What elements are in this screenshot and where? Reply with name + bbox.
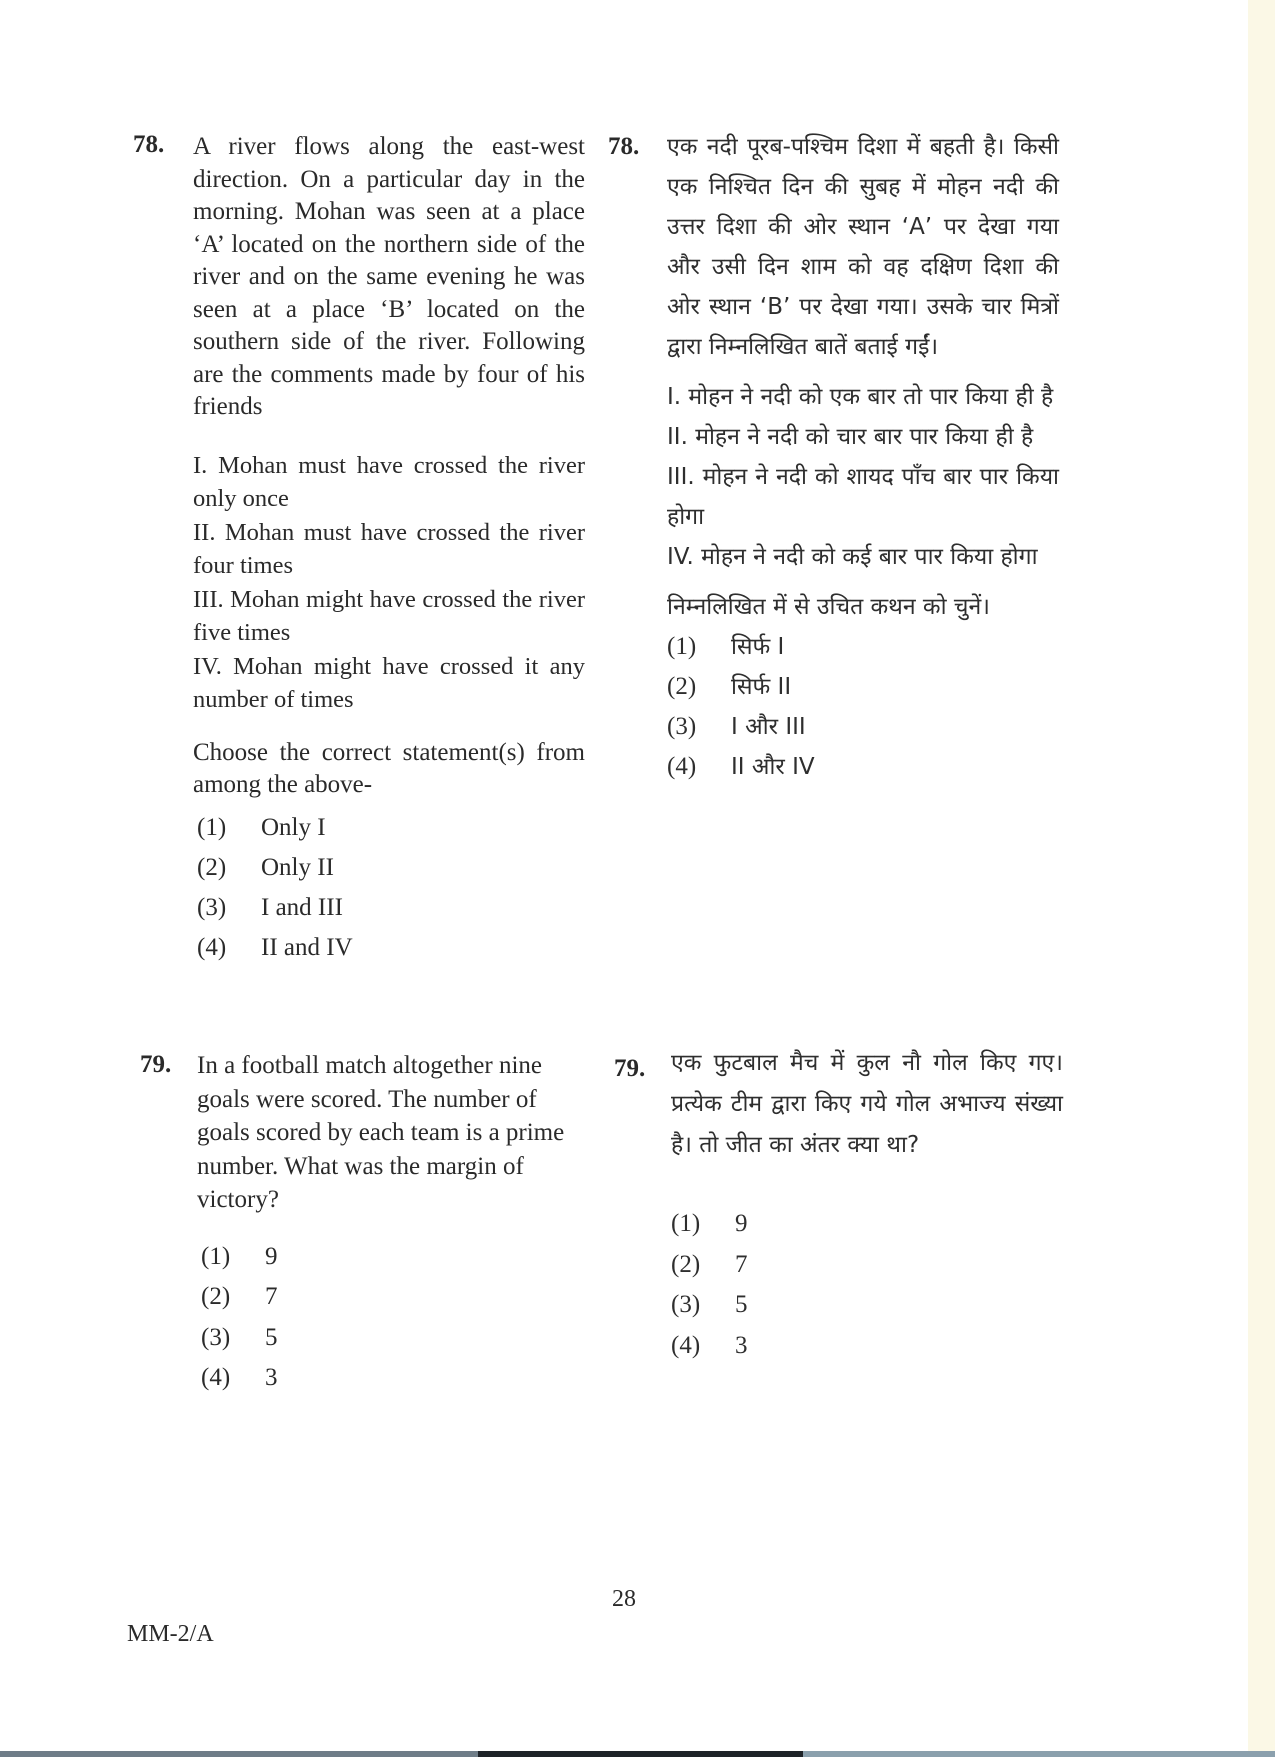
question-79-number-en: 79. bbox=[140, 1051, 172, 1078]
scan-edge-segment bbox=[803, 1751, 1275, 1757]
option-1[interactable] bbox=[671, 1204, 1063, 1245]
option-2[interactable] bbox=[671, 1245, 1063, 1286]
question-78-statements-en bbox=[193, 449, 585, 717]
option-2[interactable] bbox=[197, 848, 585, 888]
option-text: 9 bbox=[265, 1242, 278, 1270]
option-1[interactable] bbox=[201, 1237, 587, 1278]
option-number: (1) bbox=[201, 1242, 231, 1270]
question-78-instruction-hi: निम्नलिखित में से उचित कथन को चुनें। bbox=[667, 594, 990, 620]
option-number: (4) bbox=[671, 1331, 701, 1359]
option-3[interactable] bbox=[201, 1318, 587, 1359]
option-3[interactable] bbox=[667, 707, 1059, 747]
option-4[interactable] bbox=[671, 1326, 1063, 1367]
option-text: II and IV bbox=[261, 933, 353, 961]
option-number: (1) bbox=[197, 813, 227, 841]
question-78-instruction-en: Choose the correct statement(s) from among the above- bbox=[193, 738, 585, 798]
question-78-stem-en: A river flows along the east-west direction. On a particular day in the morning. Mohan was seen at a place ‘A’ located on the northern side of the river and on the same evening he was seen at a place ‘B’ located on the southern side of the river. Following are the comments made by four of his friends bbox=[193, 133, 585, 420]
option-text: 7 bbox=[735, 1250, 748, 1278]
option-number: (2) bbox=[671, 1250, 701, 1278]
option-3[interactable] bbox=[197, 888, 585, 928]
question-79-options-en bbox=[197, 1237, 587, 1399]
option-4[interactable] bbox=[201, 1358, 587, 1399]
option-3[interactable] bbox=[671, 1285, 1063, 1326]
option-number: (2) bbox=[201, 1283, 231, 1310]
question-78-hindi bbox=[667, 127, 1059, 787]
option-text: I और III bbox=[731, 714, 806, 740]
statement-3-en: III. Mohan might have crossed the river five times bbox=[193, 585, 585, 646]
option-4[interactable] bbox=[197, 928, 585, 968]
option-number: (3) bbox=[197, 893, 227, 921]
option-text: I and III bbox=[261, 893, 343, 921]
option-text: 7 bbox=[265, 1283, 278, 1310]
question-78-english bbox=[193, 131, 585, 968]
statement-1-en: I. Mohan must have crossed the river only once bbox=[193, 451, 585, 512]
scan-bottom-edge bbox=[0, 1751, 1275, 1757]
question-78-number-en: 78. bbox=[133, 131, 165, 158]
option-number: (3) bbox=[667, 713, 697, 740]
option-number: (1) bbox=[671, 1210, 701, 1237]
option-2[interactable] bbox=[201, 1277, 587, 1318]
option-number: (3) bbox=[201, 1323, 231, 1351]
statement-2-en: II. Mohan must have crossed the river four times bbox=[193, 518, 585, 579]
option-text: Only I bbox=[261, 813, 326, 841]
option-number: (3) bbox=[671, 1291, 701, 1318]
question-79-stem-hi: एक फुटबाल मैच में कुल नौ गोल किए गए। प्रत्येक टीम द्वारा किए गये गोल अभाज्य संख्या है। तो जीत का अंतर क्या था? bbox=[671, 1050, 1063, 1158]
option-number: (4) bbox=[201, 1364, 231, 1391]
question-78-options-hi bbox=[667, 627, 1059, 787]
statement-3-hi: III. मोहन ने नदी को शायद पाँच बार पार किया होगा bbox=[667, 464, 1059, 530]
scan-edge-segment bbox=[0, 1751, 478, 1757]
booklet-code: MM-2/A bbox=[127, 1621, 214, 1647]
question-78-stem-hi: एक नदी पूरब-पश्चिम दिशा में बहती है। किसी एक निश्चित दिन की सुबह में मोहन नदी की उत्तर दिशा की ओर स्थान ‘A’ पर देखा गया और उसी दिन शाम को वह दक्षिण दिशा की ओर स्थान ‘B’ पर देखा गया। उसके चार मित्रों द्वारा निम्नलिखित बातें बताई गईं। bbox=[667, 134, 1059, 360]
page-number: 28 bbox=[612, 1586, 636, 1612]
question-78-number-hi: 78. bbox=[608, 133, 640, 160]
question-79-hindi bbox=[671, 1043, 1063, 1366]
statement-4-en: IV. Mohan might have crossed it any number of times bbox=[193, 652, 585, 713]
statement-2-hi: II. मोहन ने नदी को चार बार पार किया ही है bbox=[667, 424, 1034, 450]
option-number: (2) bbox=[197, 853, 227, 881]
option-2[interactable] bbox=[667, 667, 1059, 707]
question-78-statements-hi bbox=[667, 377, 1059, 577]
question-79-stem-en: In a football match altogether nine goals were scored. The number of goals scored by each team is a prime number. What was the margin of victory? bbox=[197, 1052, 565, 1213]
option-number: (4) bbox=[197, 933, 227, 961]
option-text: 3 bbox=[735, 1331, 748, 1359]
statement-4-hi: IV. मोहन ने नदी को कई बार पार किया होगा bbox=[667, 544, 1038, 570]
option-number: (4) bbox=[667, 753, 697, 780]
option-text: 3 bbox=[265, 1364, 278, 1391]
option-text: 5 bbox=[265, 1323, 278, 1351]
option-text: सिर्फ II bbox=[731, 674, 792, 700]
statement-1-hi: I. मोहन ने नदी को एक बार तो पार किया ही है bbox=[667, 384, 1054, 410]
option-4[interactable] bbox=[667, 747, 1059, 787]
question-79-number-hi: 79. bbox=[614, 1055, 646, 1082]
option-text: 9 bbox=[735, 1210, 748, 1237]
scan-edge-strip bbox=[1248, 0, 1275, 1757]
question-78-options-en bbox=[193, 808, 585, 968]
option-number: (1) bbox=[667, 633, 697, 660]
option-text: सिर्फ I bbox=[731, 634, 785, 660]
option-text: 5 bbox=[735, 1291, 748, 1318]
question-79-options-hi bbox=[671, 1204, 1063, 1366]
scan-edge-segment bbox=[478, 1751, 803, 1757]
option-number: (2) bbox=[667, 673, 697, 700]
option-text: Only II bbox=[261, 853, 334, 881]
option-1[interactable] bbox=[197, 808, 585, 848]
option-1[interactable] bbox=[667, 627, 1059, 667]
option-text: II और IV bbox=[731, 754, 815, 780]
question-79-english bbox=[197, 1049, 587, 1399]
